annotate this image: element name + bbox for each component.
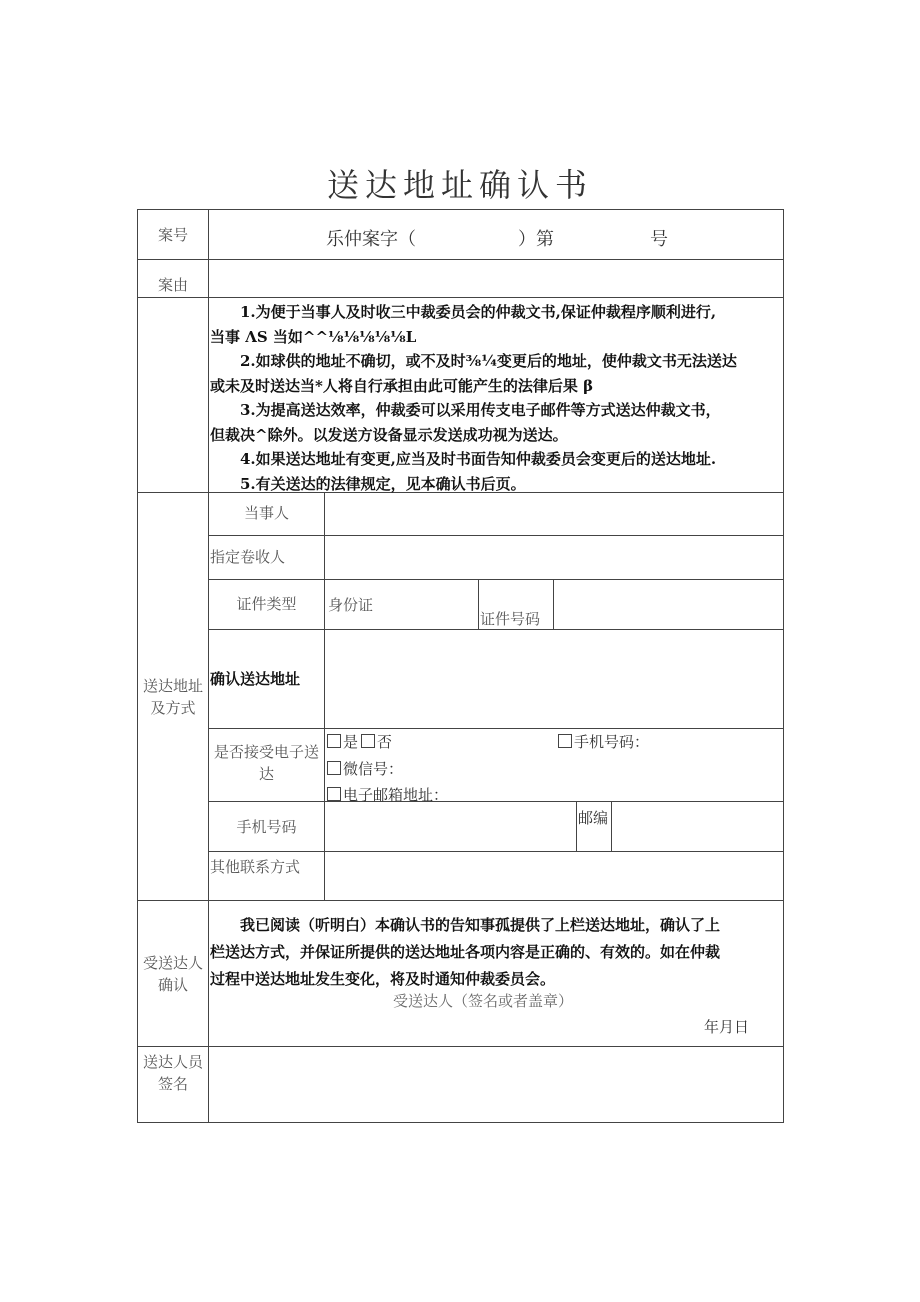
designated-recipient-label: 指定卷收人 xyxy=(210,548,286,566)
wechat-option-label: 微信号： xyxy=(343,760,404,778)
notice-text xyxy=(210,300,782,496)
notice-line: 2.如球供的地址不确切，或不及时⅜¼变更后的地址，使仲裁文书无法送达 xyxy=(240,352,737,370)
notice-line: 3.为提高送达效率，仲裁委可以采用传支电子邮件等方式送达仲裁文书， xyxy=(240,401,721,419)
cell-divider xyxy=(553,579,554,629)
notice-line: 但裁决^除外。以发送方设备显示发送成功视为送达。 xyxy=(210,425,568,444)
postcode-label: 邮编 xyxy=(578,809,609,827)
other-contact-label: 其他联系方式 xyxy=(210,858,301,876)
statement-line: 栏送达方式，并保证所提供的送达地址各项内容是正确的、有效的。如在仲裁 xyxy=(210,943,721,961)
row-line xyxy=(208,851,784,852)
row-line xyxy=(137,297,784,298)
notice-line: 5.有关送达的法律规定，见本确认书后页。 xyxy=(240,474,526,493)
wechat-option[interactable] xyxy=(327,758,403,779)
row-line xyxy=(208,728,784,729)
sublabel-divider xyxy=(324,492,325,900)
id-number-label: 证件号码 xyxy=(480,610,541,628)
email-option-label: 电子邮箱地址： xyxy=(343,786,449,804)
row-line xyxy=(137,259,784,260)
phone-option[interactable] xyxy=(558,731,649,752)
no-option-label: 否 xyxy=(377,733,393,751)
case-no-prefix: 乐仲案字（ xyxy=(326,229,416,250)
notice-line: 当事 ΛS 当如^^⅛⅛⅛⅛⅛L xyxy=(210,327,417,346)
signature-hint: 受送达人（签名或者盖章） xyxy=(393,992,574,1010)
recipient-statement xyxy=(210,912,782,993)
notice-line: 或未及时送达当*人将自行承担由此可能产生的法律后果 β xyxy=(210,376,594,395)
cell-divider xyxy=(611,801,612,851)
case-reason-label: 案由 xyxy=(157,276,188,294)
phone-option-label: 手机号码： xyxy=(574,733,650,751)
case-no-suffix: 号 xyxy=(650,229,668,250)
server-signature-label: 送达人员签名 xyxy=(142,1053,203,1093)
table-bottom-border xyxy=(137,1122,784,1123)
yes-option[interactable] xyxy=(327,731,358,752)
notice-line: 4.如果送达地址有变更,应当及时书面告知仲裁委员会变更后的送达地址. xyxy=(240,450,717,468)
yes-checkbox[interactable] xyxy=(327,734,341,748)
wechat-checkbox[interactable] xyxy=(327,761,341,775)
no-checkbox[interactable] xyxy=(361,734,375,748)
no-option[interactable] xyxy=(361,731,392,752)
cell-divider xyxy=(478,579,479,629)
row-line xyxy=(208,629,784,630)
yes-option-label: 是 xyxy=(343,733,359,751)
email-option[interactable] xyxy=(327,784,448,805)
mobile-label: 手机号码 xyxy=(236,818,297,836)
address-section-label: 送达地址及方式 xyxy=(142,677,203,717)
case-no-label: 案号 xyxy=(157,226,188,244)
id-type-label: 证件类型 xyxy=(236,595,297,613)
confirm-address-label: 确认送达地址 xyxy=(210,670,301,688)
statement-line: 我已阅读（听明白）本确认书的告知事孤提供了上栏送达地址，确认了上 xyxy=(240,916,721,934)
party-label: 当事人 xyxy=(243,504,289,522)
row-line xyxy=(137,900,784,901)
electronic-delivery-label: 是否接受电子送达 xyxy=(213,743,319,783)
table-right-border xyxy=(783,209,784,1122)
recipient-confirm-label: 受送达人确认 xyxy=(142,954,203,994)
page-title: 送达地址确认书 xyxy=(326,166,593,204)
cell-divider xyxy=(576,801,577,851)
date-hint: 年月日 xyxy=(704,1018,750,1036)
statement-line: 过程中送达地址发生变化，将及时通知仲裁委员会。 xyxy=(210,970,556,988)
phone-checkbox[interactable] xyxy=(558,734,572,748)
email-checkbox[interactable] xyxy=(327,787,341,801)
row-line xyxy=(137,1046,784,1047)
case-no-middle: ）第 xyxy=(518,229,554,250)
notice-line: 1.为便于当事人及时收三中裁委员会的仲裁文书,保证仲裁程序顺利进行, xyxy=(240,303,717,321)
label-column-divider xyxy=(208,209,209,1122)
row-line xyxy=(208,579,784,580)
row-line xyxy=(208,535,784,536)
id-type-value: 身份证 xyxy=(328,596,374,614)
row-line xyxy=(208,801,784,802)
table-top-border xyxy=(137,209,784,210)
